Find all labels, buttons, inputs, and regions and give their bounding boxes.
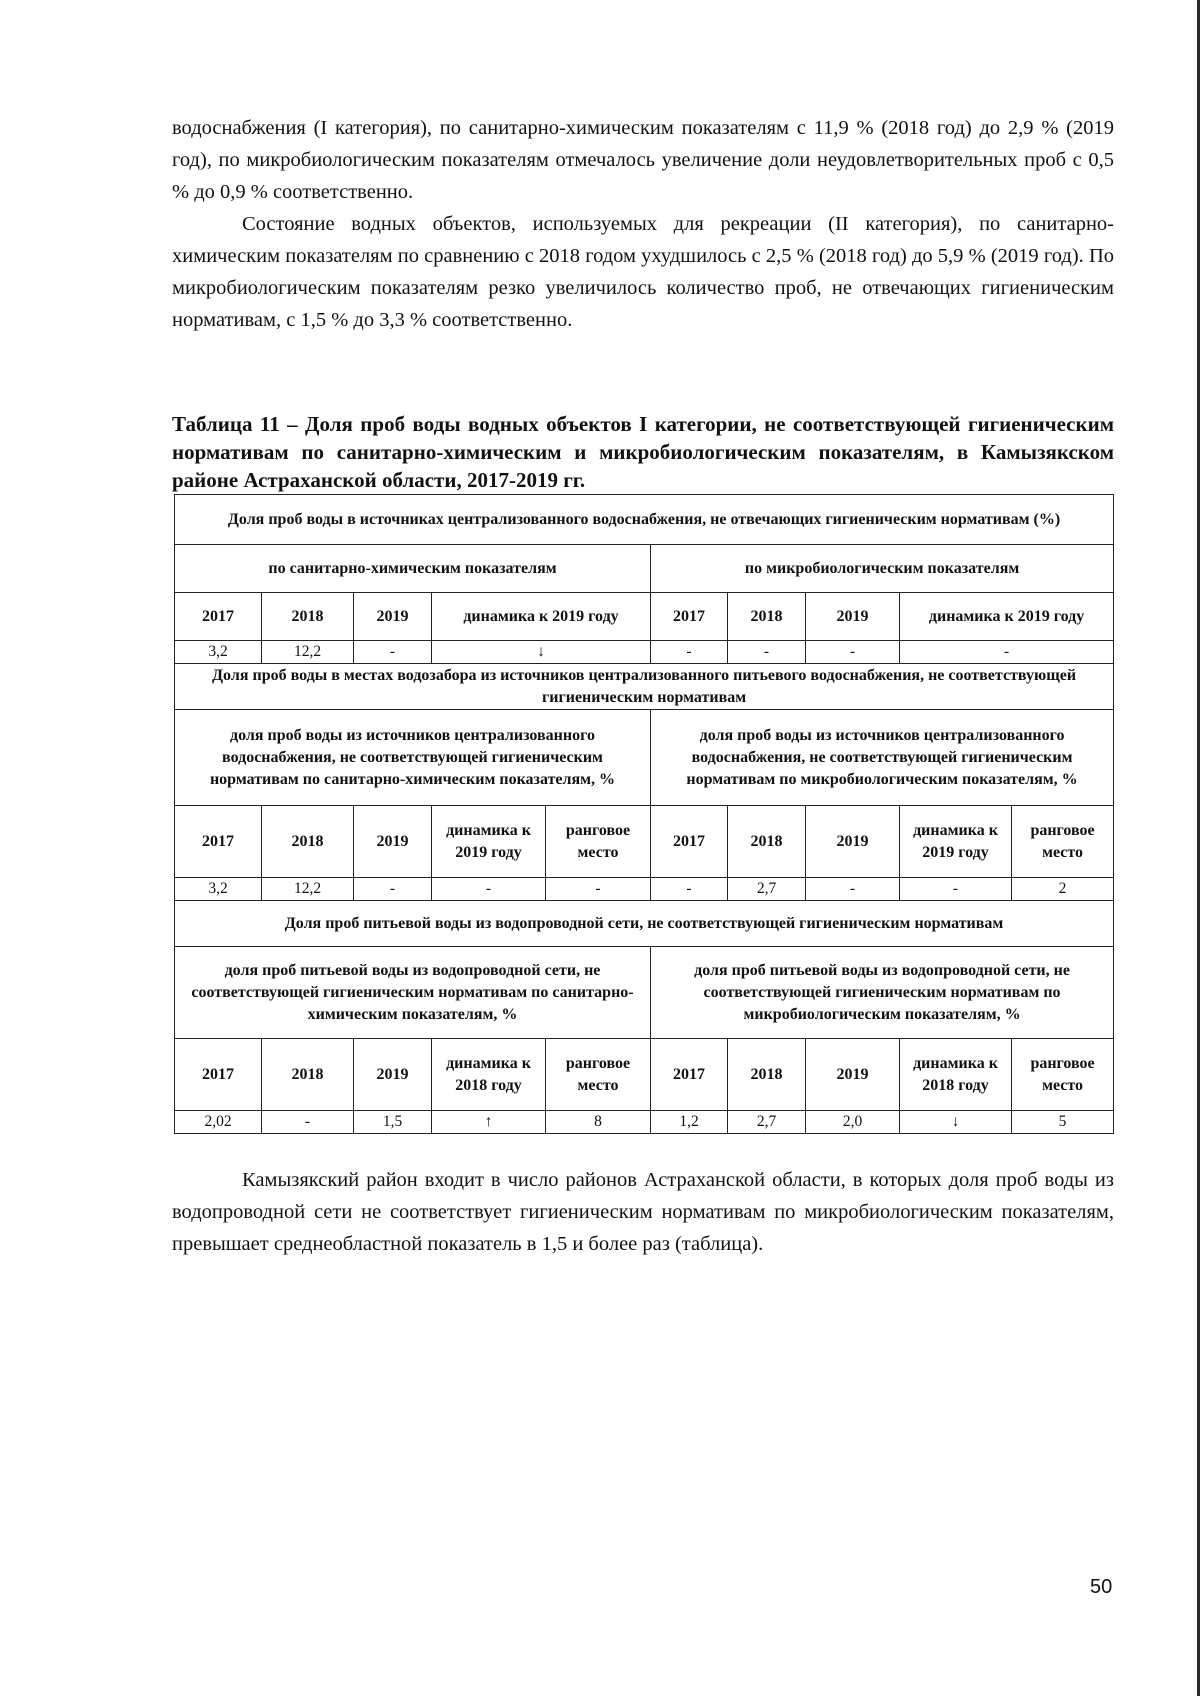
- header-cell: динамика к 2018 году: [432, 1039, 546, 1111]
- top-text: [172, 112, 1114, 336]
- table-header-row: [175, 1039, 1114, 1111]
- table-section-title-row: [175, 901, 1114, 947]
- header-cell: 2019: [806, 806, 900, 878]
- table-group-row: [175, 545, 1114, 593]
- s3-right-group: доля проб питьевой воды из водопроводной сети, не соответствующей гигиеническим нормативам по микробиологическим показателям, %: [651, 947, 1114, 1039]
- value-cell: -: [354, 878, 432, 901]
- header-cell: динамика к 2019 году: [900, 593, 1114, 641]
- header-cell: 2017: [175, 1039, 262, 1111]
- value-cell: -: [651, 641, 728, 664]
- header-cell: 2019: [354, 1039, 432, 1111]
- table-group-row: [175, 710, 1114, 806]
- s1-right-group: по микробиологическим показателям: [651, 545, 1114, 593]
- value-cell: 2,7: [728, 1111, 806, 1134]
- bottom-text: [172, 1164, 1114, 1260]
- paragraph-recreation: Состояние водных объектов, используемых для рекреации (II категория), по санитарно-химическим показателям по сравнению с 2018 годом ухудшилось с 2,5 % (2018 год) до 5,9 % (2019 год). По микробиологическим показателям резко увеличилось количество проб, не отвечающих гигиеническим нормативам, с 1,5 % до 3,3 % соответственно.: [172, 213, 1114, 331]
- table-section-title-row: [175, 495, 1114, 545]
- page-number: 50: [1090, 1576, 1113, 1598]
- s2-left-group: доля проб воды из источников централизованного водоснабжения, не соответствующей гигиеническим нормативам по санитарно-химическим показателям, %: [175, 710, 651, 806]
- table-header-row: [175, 806, 1114, 878]
- table-caption: Таблица 11 – Доля проб воды водных объектов I категории, не соответствующей гигиеническим нормативам по санитарно-химическим и микробиологическим показателям, в Камызякском районе Астраханской области, 2017-2019 гг.: [172, 412, 1114, 492]
- value-cell: 2: [1012, 878, 1114, 901]
- section-3-title: Доля проб питьевой воды из водопроводной сети, не соответствующей гигиеническим нормативам: [175, 901, 1114, 947]
- header-cell: 2019: [806, 1039, 900, 1111]
- value-cell: -: [806, 878, 900, 901]
- value-cell: 1,2: [651, 1111, 728, 1134]
- value-cell: 2,0: [806, 1111, 900, 1134]
- value-cell: -: [546, 878, 651, 901]
- table-section-title-row: [175, 664, 1114, 710]
- header-cell: 2018: [728, 593, 806, 641]
- table-row: [175, 641, 1114, 664]
- s1-left-group: по санитарно-химическим показателям: [175, 545, 651, 593]
- value-cell: -: [432, 878, 546, 901]
- value-cell: 12,2: [262, 878, 354, 901]
- header-cell: 2017: [175, 593, 262, 641]
- value-cell: ↓: [432, 641, 651, 664]
- value-cell: 3,2: [175, 641, 262, 664]
- value-cell: 2,02: [175, 1111, 262, 1134]
- value-cell: -: [651, 878, 728, 901]
- header-cell: 2017: [651, 593, 728, 641]
- value-cell: ↑: [432, 1111, 546, 1134]
- header-cell: 2017: [651, 1039, 728, 1111]
- value-cell: -: [262, 1111, 354, 1134]
- section-2-title: Доля проб воды в местах водозабора из источников централизованного питьевого водоснабжения, не соответствующей гигиеническим нормативам: [175, 664, 1114, 710]
- s2-right-group: доля проб воды из источников централизованного водоснабжения, не соответствующей гигиеническим нормативам по микробиологическим показателям, %: [651, 710, 1114, 806]
- table-row: [175, 1111, 1114, 1134]
- value-cell: 1,5: [354, 1111, 432, 1134]
- water-quality-table: [174, 494, 1114, 1134]
- header-cell: 2019: [354, 806, 432, 878]
- header-cell: 2018: [728, 806, 806, 878]
- header-cell: ранговое место: [546, 806, 651, 878]
- value-cell: -: [900, 878, 1012, 901]
- header-cell: 2017: [175, 806, 262, 878]
- value-cell: -: [900, 641, 1114, 664]
- value-cell: 5: [1012, 1111, 1114, 1134]
- value-cell: 2,7: [728, 878, 806, 901]
- header-cell: 2017: [651, 806, 728, 878]
- header-cell: 2018: [262, 806, 354, 878]
- header-cell: ранговое место: [1012, 806, 1114, 878]
- table-group-row: [175, 947, 1114, 1039]
- value-cell: 12,2: [262, 641, 354, 664]
- table-header-row: [175, 593, 1114, 641]
- s3-left-group: доля проб питьевой воды из водопроводной сети, не соответствующей гигиеническим нормативам по санитарно-химическим показателям, %: [175, 947, 651, 1039]
- value-cell: -: [806, 641, 900, 664]
- header-cell: динамика к 2018 году: [900, 1039, 1012, 1111]
- header-cell: 2018: [262, 1039, 354, 1111]
- header-cell: ранговое место: [1012, 1039, 1114, 1111]
- table-row: [175, 878, 1114, 901]
- paragraph-kamyzyak: Камызякский район входит в число районов Астраханской области, в которых доля проб воды из водопроводной сети не соответствует гигиеническим нормативам по микробиологическим показателям, превышает среднеобластной показатель в 1,5 и более раз (таблица).: [172, 1169, 1114, 1255]
- value-cell: -: [728, 641, 806, 664]
- header-cell: динамика к 2019 году: [432, 806, 546, 878]
- header-cell: ранговое место: [546, 1039, 651, 1111]
- value-cell: ↓: [900, 1111, 1012, 1134]
- value-cell: 3,2: [175, 878, 262, 901]
- section-1-title: Доля проб воды в источниках централизованного водоснабжения, не отвечающих гигиеническим нормативам (%): [175, 495, 1114, 545]
- header-cell: 2018: [262, 593, 354, 641]
- paragraph-water-supply: водоснабжения (I категория), по санитарно-химическим показателям с 11,9 % (2018 год) до 2,9 % (2019 год), по микробиологическим показателям отмечалось увеличение доли неудовлетворительных проб с 0,5 % до 0,9 % соответственно.: [172, 117, 1114, 203]
- header-cell: 2019: [806, 593, 900, 641]
- value-cell: 8: [546, 1111, 651, 1134]
- header-cell: 2019: [354, 593, 432, 641]
- value-cell: -: [354, 641, 432, 664]
- header-cell: 2018: [728, 1039, 806, 1111]
- header-cell: динамика к 2019 году: [900, 806, 1012, 878]
- header-cell: динамика к 2019 году: [432, 593, 651, 641]
